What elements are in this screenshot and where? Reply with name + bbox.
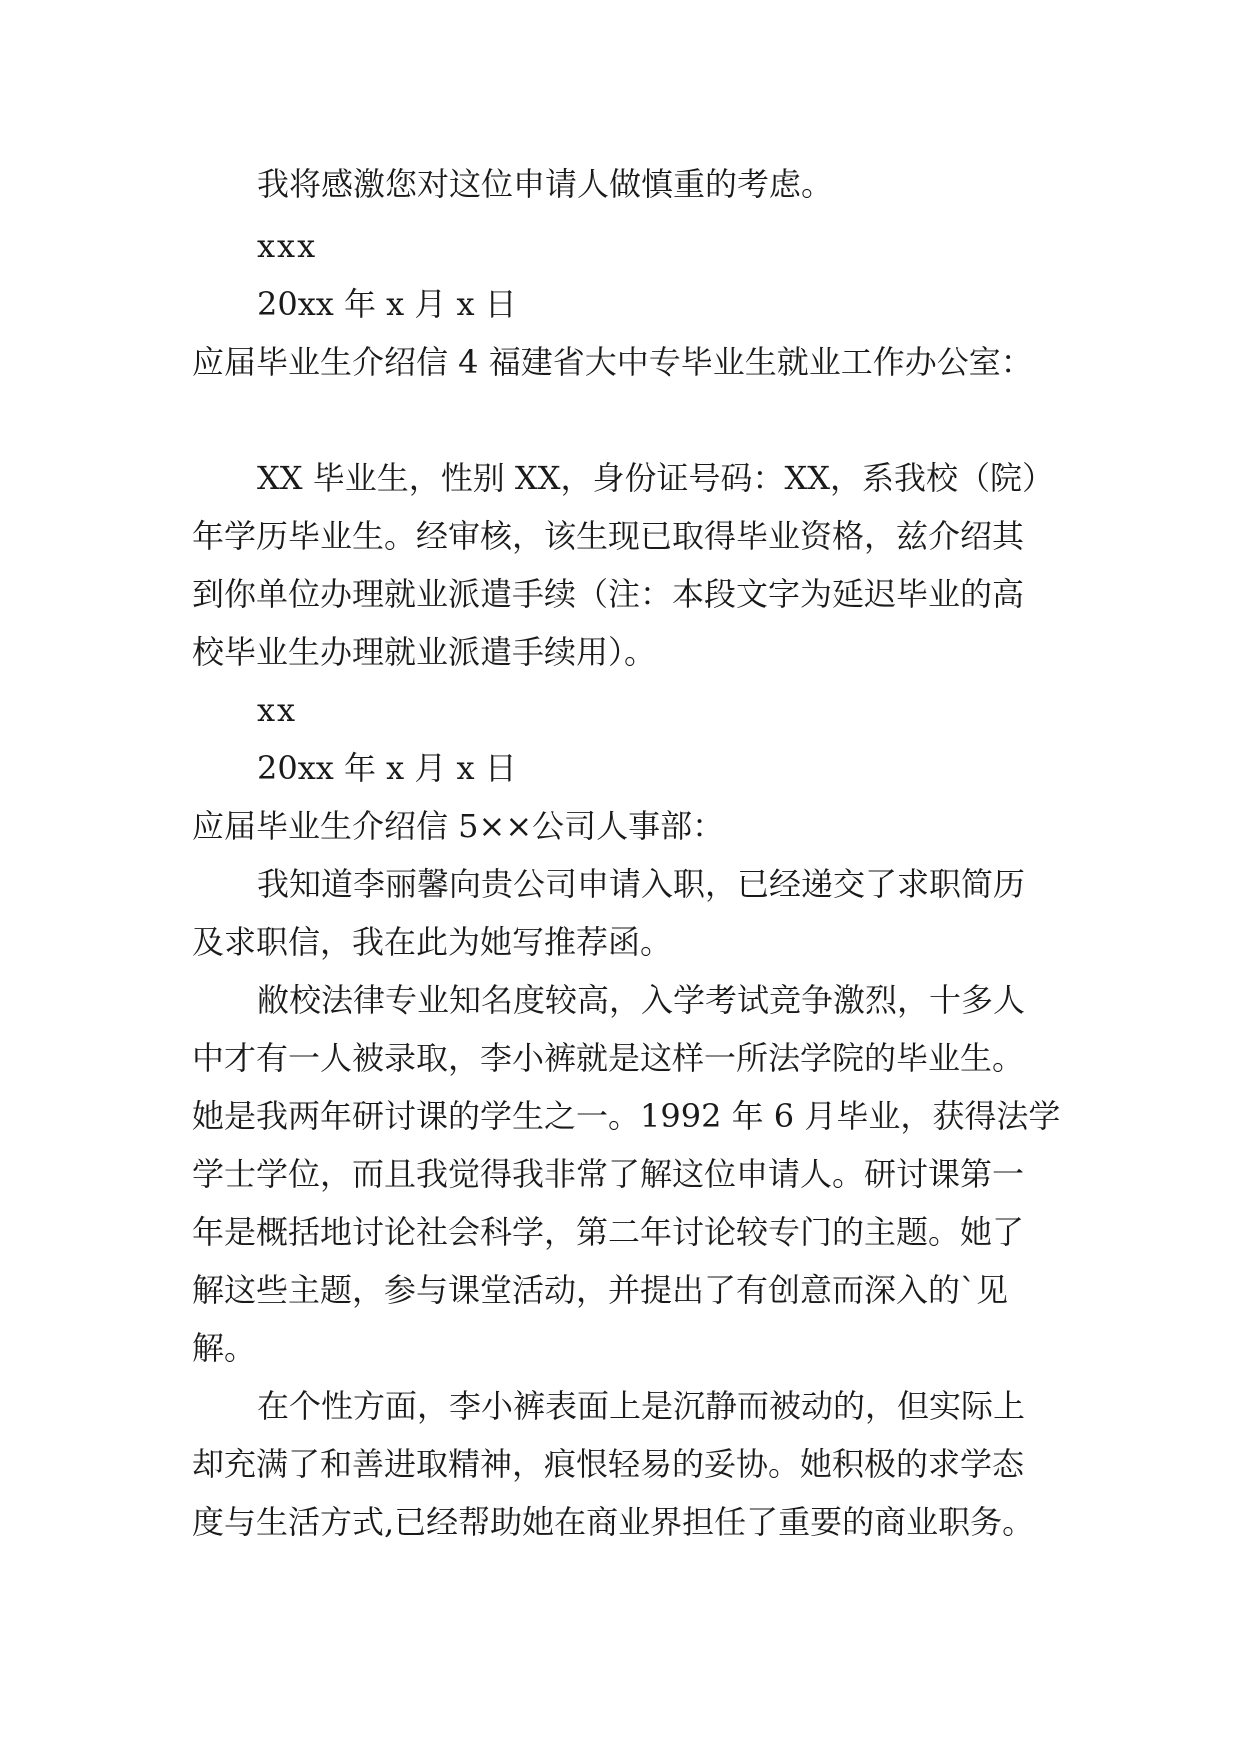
signature-name: xx (257, 691, 298, 729)
letter-4-paragraph-line: 到你单位办理就业派遣手续（注：本段文字为延迟毕业的高 (192, 575, 1025, 613)
letter-5-paragraph-line: 我知道李丽馨向贵公司申请入职，已经递交了求职简历 (257, 865, 1026, 903)
letter-4-heading: 应届毕业生介绍信 4 福建省大中专毕业生就业工作办公室： (192, 343, 1033, 381)
letter-5-paragraph-line: 敝校法律专业知名度较高，入学考试竞争激烈，十多人 (257, 981, 1026, 1019)
letter-5-paragraph-line: 却充满了和善进取精神，痕恨轻易的妥协。她积极的求学态 (192, 1445, 1025, 1483)
letter-5-paragraph-line: 在个性方面，李小裤表面上是沉静而被动的，但实际上 (257, 1387, 1026, 1425)
signature-date: 20xx 年 x 月 x 日 (257, 749, 517, 787)
signature-name: xxx (257, 227, 318, 265)
letter-4-paragraph-line: 年学历毕业生。经审核，该生现已取得毕业资格，兹介绍其 (192, 517, 1025, 555)
closing-sentence: 我将感激您对这位申请人做慎重的考虑。 (257, 165, 834, 203)
letter-5-paragraph-line: 度与生活方式,已经帮助她在商业界担任了重要的商业职务。 (192, 1503, 1035, 1541)
letter-5-paragraph-line: 中才有一人被录取，李小裤就是这样一所法学院的毕业生。 (192, 1039, 1025, 1077)
letter-5-paragraph-line: 她是我两年研讨课的学生之一。1992 年 6 月毕业，获得法学 (192, 1097, 1061, 1135)
signature-date: 20xx 年 x 月 x 日 (257, 285, 517, 323)
letter-5-paragraph-line: 解。 (192, 1329, 257, 1367)
letter-5-paragraph-line: 及求职信，我在此为她写推荐函。 (192, 923, 673, 961)
letter-4-paragraph-line: XX 毕业生，性别 XX，身份证号码：XX，系我校（院） (257, 459, 1055, 497)
letter-5-heading: 应届毕业生介绍信 5××公司人事部： (192, 807, 725, 845)
letter-5-paragraph-line: 年是概括地讨论社会科学，第二年讨论较专门的主题。她了 (192, 1213, 1025, 1251)
letter-5-paragraph-line: 学士学位，而且我觉得我非常了解这位申请人。研讨课第一 (192, 1155, 1025, 1193)
letter-4-paragraph-line: 校毕业生办理就业派遣手续用）。 (192, 633, 657, 671)
letter-5-paragraph-line: 解这些主题，参与课堂活动，并提出了有创意而深入的`见 (192, 1271, 1009, 1309)
